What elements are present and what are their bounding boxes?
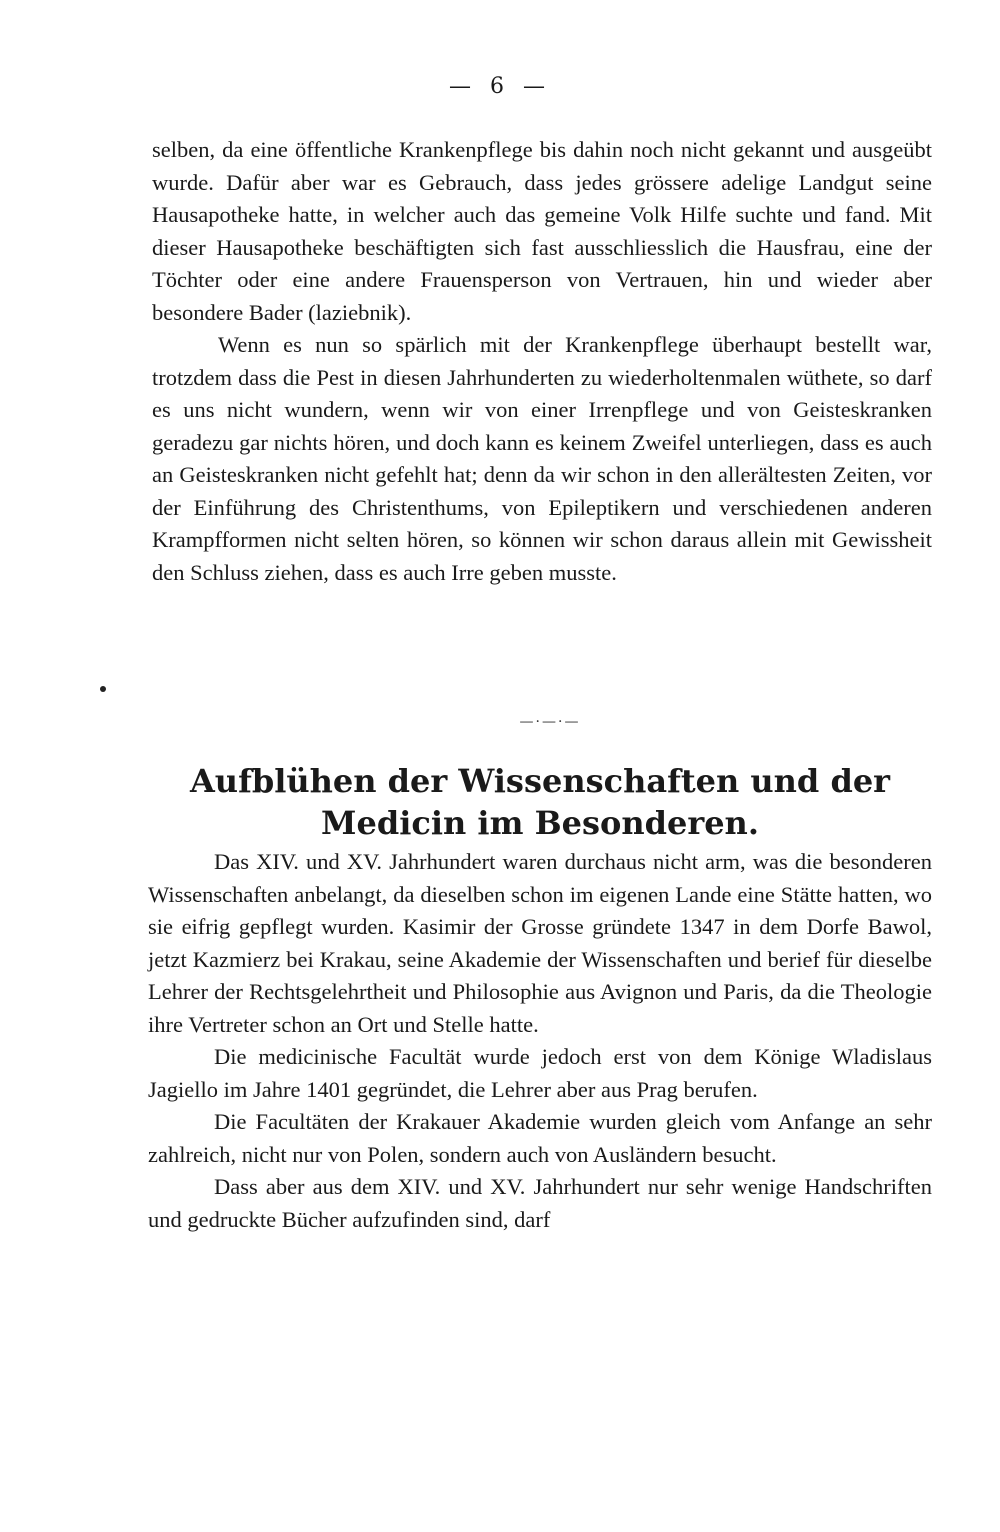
page-number: — 6 — bbox=[449, 74, 551, 99]
section-separator: —·—·— bbox=[519, 714, 581, 730]
paragraph-irrenpflege: Wenn es nun so spärlich mit der Krankenpflege überhaupt bestellt war, trotzdem dass die Pest in diesen Jahrhunderten zu wiederholtenmalen wüthete, so darf es uns nicht wundern, wenn wir von einer Irrenpflege und von Geisteskranken geradezu gar nichts hören, und doch kann es keinem Zweifel unterliegen, dass es auch an Geisteskranken nicht gefehlt hat; denn da wir schon in den allerältesten Zeiten, vor der Einführung des Christenthums, von Epileptikern und verschiedenen anderen Krampfformen nicht selten hören, so können wir schon daraus allein mit Gewissheit den Schluss ziehen, dass es auch Irre geben musste. bbox=[152, 332, 932, 585]
paragraph-akademie: Das XIV. und XV. Jahrhundert waren durchaus nicht arm, was die besonderen Wissenschaften anbelangt, da dieselben schon im eigenen Lande eine Stätte hatten, wo sie eifrig gepflegt wurden. Kasimir der Grosse gründete 1347 in dem Dorfe Bawol, jetzt Kazmierz bei Krakau, seine Akademie der Wissenschaften und berief für dieselbe Lehrer der Rechtsgelehrtheit und Philosophie aus Avignon und Paris, da die Theologie ihre Vertreter schon an Ort und Stelle hatte. bbox=[148, 849, 932, 1037]
section-2-body bbox=[148, 846, 932, 1236]
paragraph-handschriften: Dass aber aus dem XIV. und XV. Jahrhundert nur sehr wenige Handschriften und gedruckte Bücher aufzufinden sind, darf bbox=[148, 1174, 932, 1232]
margin-dot bbox=[100, 686, 106, 692]
paragraph-continued: selben, da eine öffentliche Krankenpflege bis dahin noch nicht gekannt und ausgeübt wurde. Dafür aber war es Gebrauch, dass jedes grössere adelige Landgut seine Hausapotheke hatte, in welcher auch das gemeine Volk Hilfe suchte und fand. Mit dieser Hausapotheke beschäftigten sich fast ausschliesslich die Hausfrau, eine der Töchter oder eine andere Frauensperson von Vertrauen, hin und wieder aber besondere Bader (laziebnik). bbox=[152, 137, 932, 325]
section-heading: Aufblühen der Wissenschaften und der Medicin im Besonderen. bbox=[189, 762, 891, 842]
paragraph-besucht: Die Facultäten der Krakauer Akademie wurden gleich vom Anfange an sehr zahlreich, nicht nur von Polen, sondern auch von Ausländern besucht. bbox=[148, 1109, 932, 1167]
paragraph-facultaet: Die medicinische Facultät wurde jedoch erst von dem Könige Wladislaus Jagiello im Jahre 1401 gegründet, die Lehrer aber aus Prag berufen. bbox=[148, 1044, 932, 1102]
section-1-body bbox=[152, 134, 932, 589]
